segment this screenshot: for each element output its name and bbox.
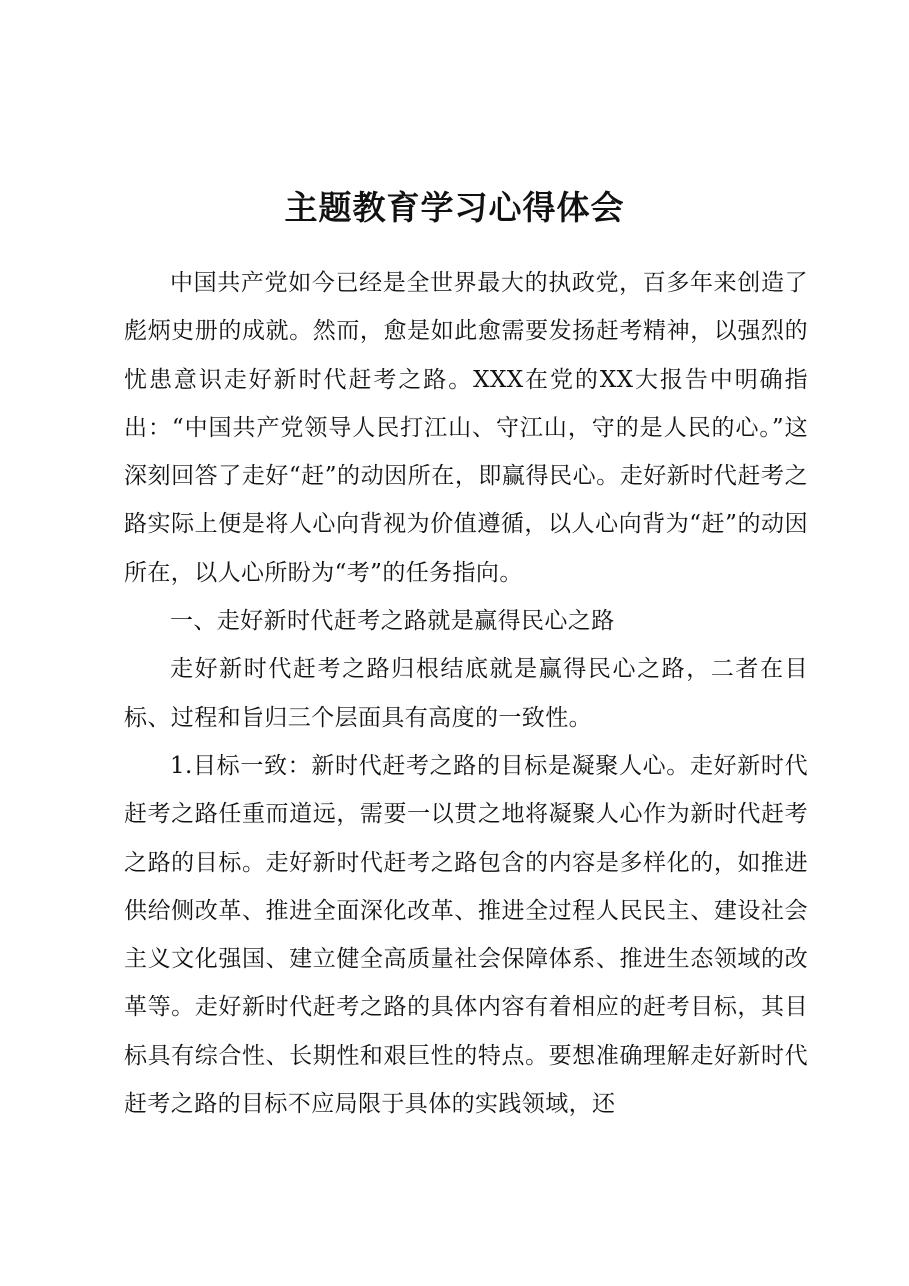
- paragraph-intro: 中国共产党如今已经是全世界最大的执政党，百多年来创造了彪炳史册的成就。然而，愈是如此愈需要发扬赶考精神，以强烈的忧患意识走好新时代赶考之路。XXX在党的XX大报告中明确指出：“中国共产党领导人民打江山、守江山，守的是人民的心。”这深刻回答了走好“赶”的动因所在，即赢得民心。走好新时代赶考之路实际上便是将人心向背视为价值遵循，以人心向背为“赶”的动因所在，以人心所盼为“考”的任务指向。: [124, 270, 808, 586]
- section-heading-1: 一、走好新时代赶考之路就是赢得民心之路: [170, 608, 615, 635]
- document-body: [124, 259, 808, 1128]
- paragraph-section-1-summary: 走好新时代赶考之路归根结底就是赢得民心之路，二者在目标、过程和旨归三个层面具有高度的一致性。: [124, 656, 808, 731]
- document-title: 主题教育学习心得体会: [284, 188, 625, 227]
- paragraph-goal-consistency: 1.目标一致：新时代赶考之路的目标是凝聚人心。走好新时代赶考之路任重而道远，需要一以贯之地将凝聚人心作为新时代赶考之路的目标。走好新时代赶考之路包含的内容是多样化的，如推进供给侧改革、推进全面深化改革、推进全过程人民民主、建设社会主义文化强国、建立健全高质量社会保障体系、推进生态领域的改革等。走好新时代赶考之路的具体内容有着相应的赶考目标，其目标具有综合性、长期性和艰巨性的特点。要想准确理解走好新时代赶考之路的目标不应局限于具体的实践领域，还: [124, 752, 808, 1118]
